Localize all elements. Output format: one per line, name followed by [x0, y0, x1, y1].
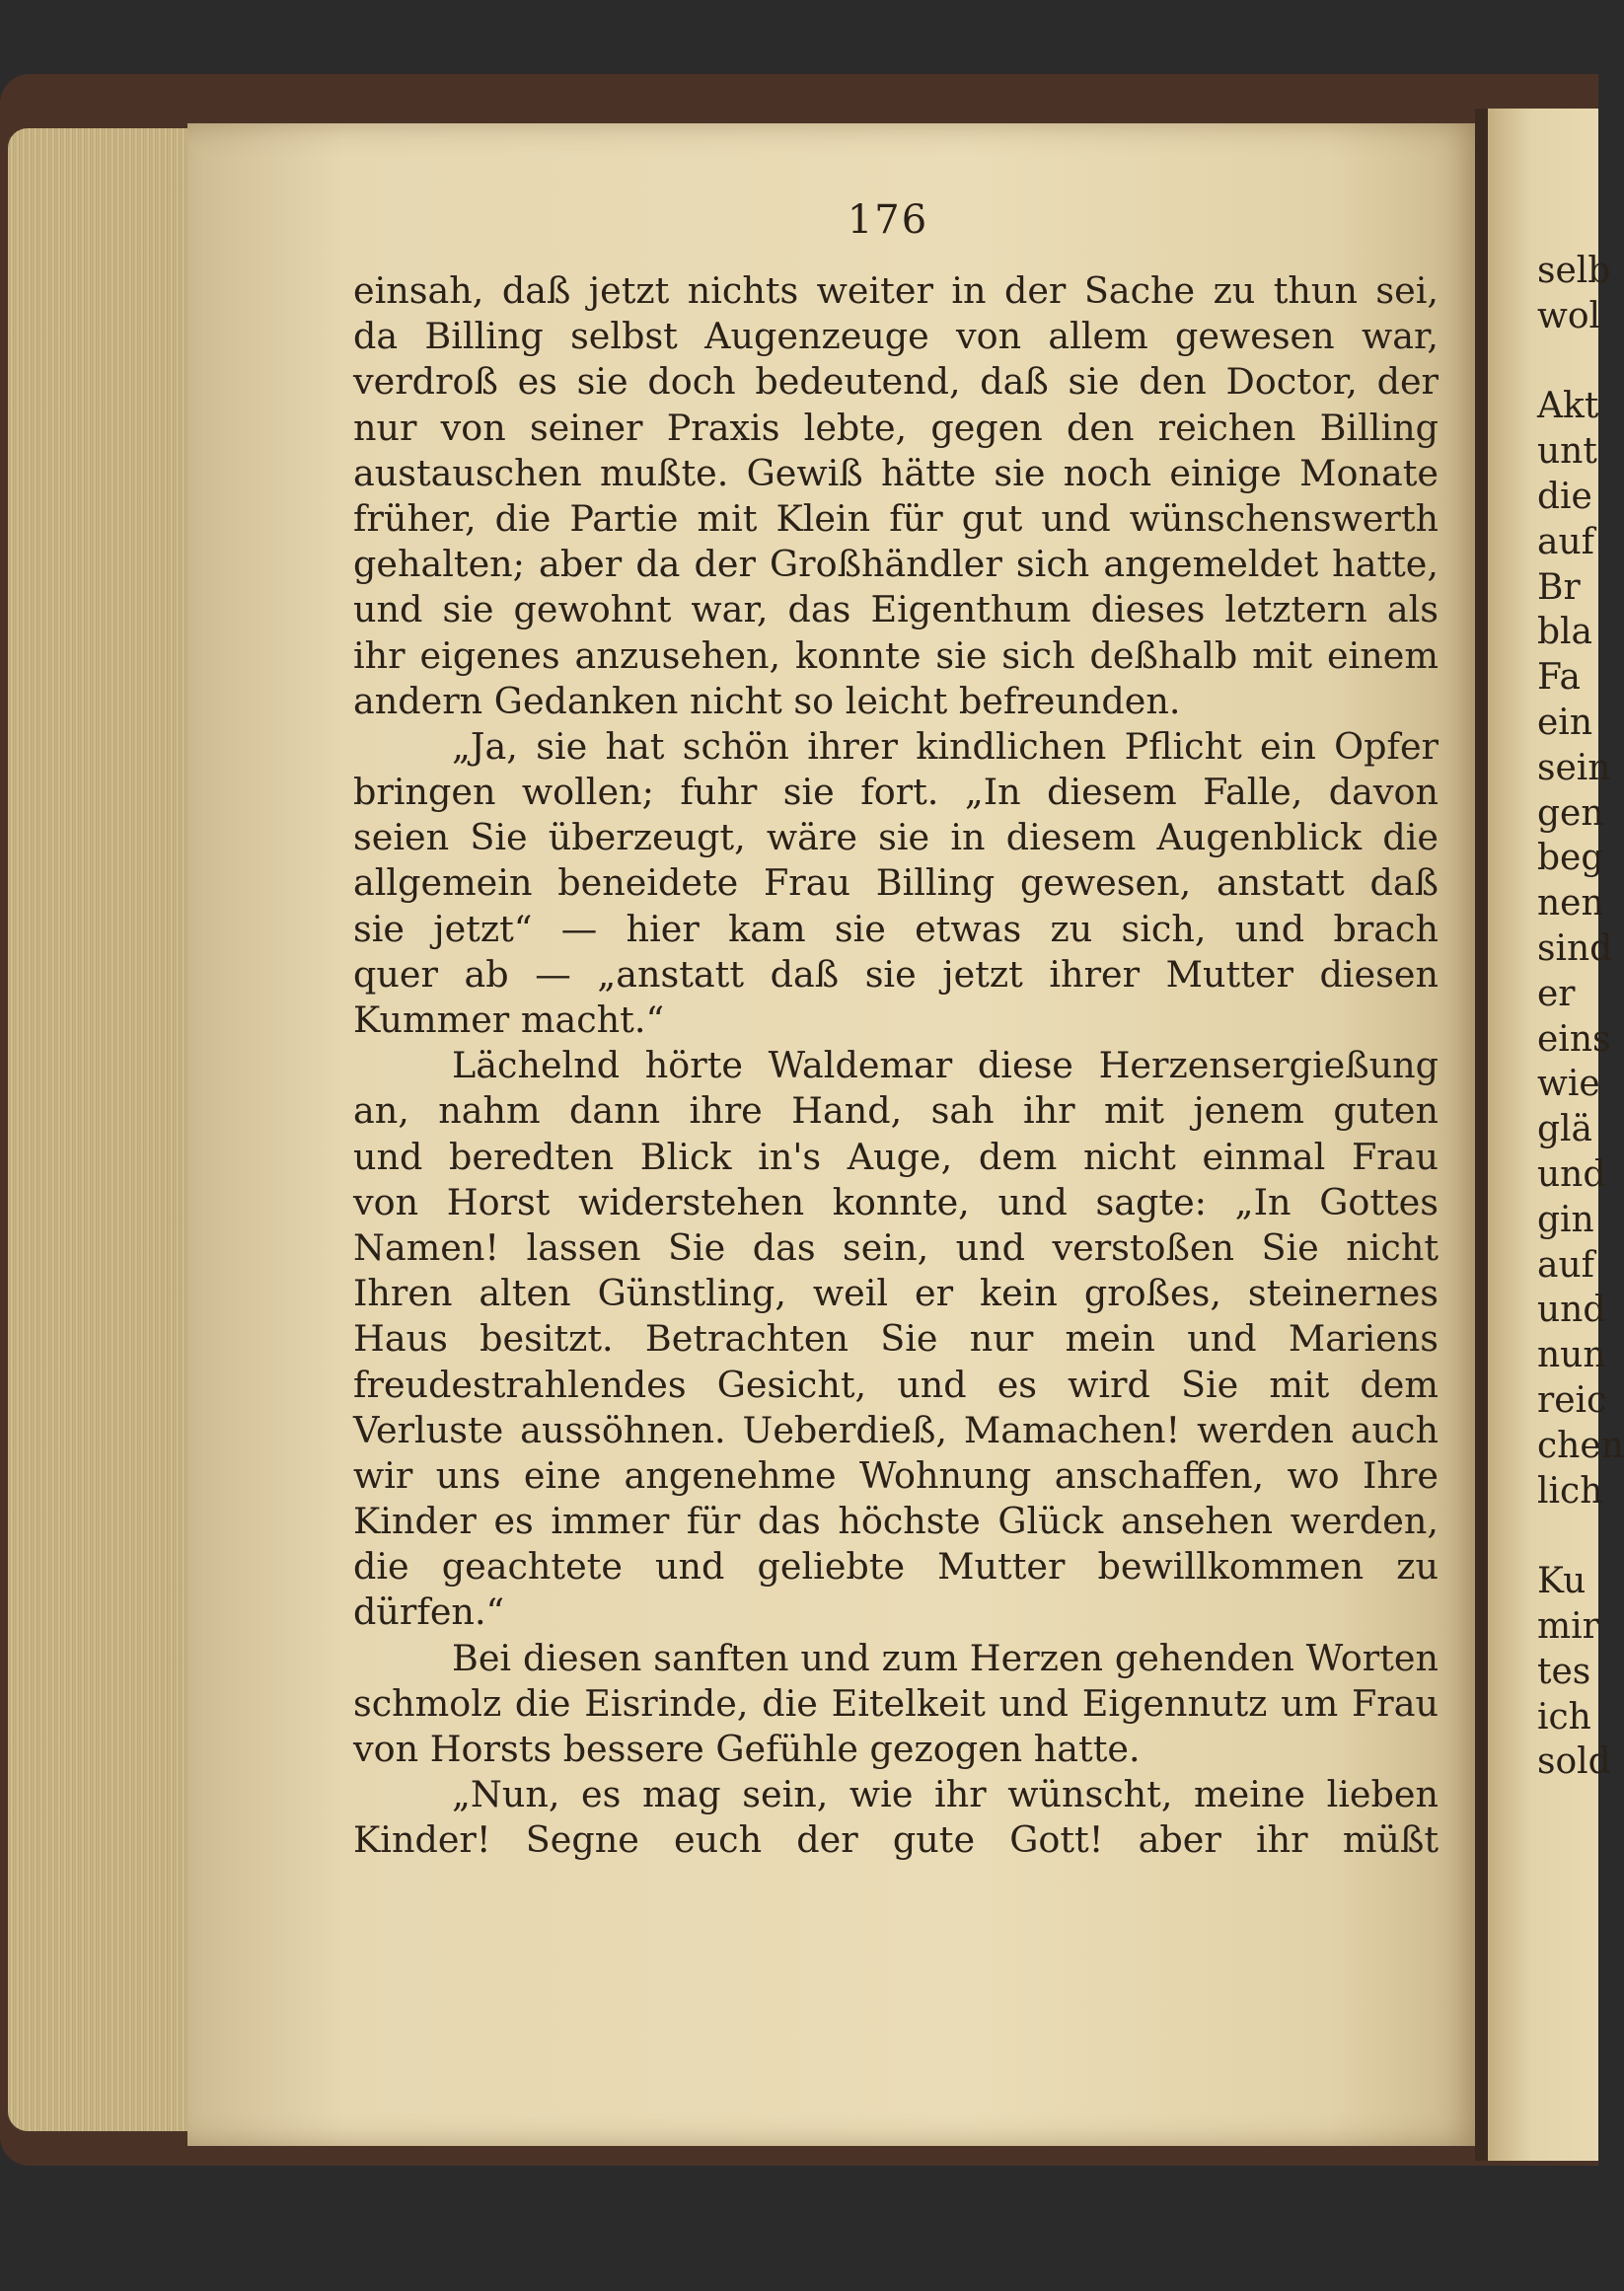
text-line: Lächelnd hörte Waldemar diese Herzensergießung: [452, 1044, 1439, 1087]
right-page-line: wol: [1537, 295, 1601, 336]
right-page-line: gin: [1537, 1199, 1594, 1240]
text-line: und beredten Blick in's Auge, dem nicht einmal Frau: [353, 1135, 1439, 1178]
text-line: Verluste aussöhnen. Ueberdieß, Mamachen! werden auch: [353, 1408, 1439, 1451]
text-line: wir uns eine angenehme Wohnung anschaffen, wo Ihre: [353, 1453, 1439, 1497]
text-line: einsah, daß jetzt nichts weiter in der Sache zu thun sei,: [353, 269, 1439, 312]
right-page-line: und: [1537, 1154, 1606, 1195]
right-page-line: wie: [1537, 1064, 1600, 1105]
text-line: quer ab — „anstatt daß sie jetzt ihrer Mutter diesen: [353, 952, 1439, 996]
right-page-line: lich: [1537, 1470, 1603, 1512]
text-line: Haus besitzt. Betrachten Sie nur mein und Mariens: [353, 1317, 1439, 1361]
text-line: „Nun, es mag sein, wie ihr wünscht, meine lieben: [452, 1773, 1439, 1816]
text-line: sie jetzt“ — hier kam sie etwas zu sich, und brach: [353, 907, 1439, 950]
text-line: da Billing selbst Augenzeuge von allem gewesen war,: [353, 315, 1439, 358]
text-line: Kinder es immer für das höchste Glück ansehen werden,: [353, 1500, 1439, 1543]
right-page-line: er: [1537, 973, 1576, 1014]
text-line: Namen! lassen Sie das sein, und verstoßen Sie nicht: [353, 1225, 1439, 1269]
text-line: austauschen mußte. Gewiß hätte sie noch einige Monate: [353, 451, 1439, 494]
text-block: [353, 268, 1439, 1864]
text-line: gehalten; aber da der Großhändler sich angemeldet hatte,: [353, 543, 1439, 586]
right-page-line: chen: [1537, 1425, 1624, 1466]
right-page-line: nun: [1537, 1335, 1606, 1376]
text-line: von Horsts bessere Gefühle gezogen hatte.: [353, 1728, 1141, 1770]
page-edges: [8, 128, 205, 2131]
right-page-line: reic: [1537, 1380, 1607, 1421]
right-page-line: beg: [1537, 838, 1604, 879]
text-line: ihr eigenes anzusehen, konnte sie sich deßhalb mit einem: [353, 633, 1439, 677]
right-page-line: ich: [1537, 1696, 1591, 1737]
right-page-line: und: [1537, 1290, 1606, 1331]
right-page-line: Fa: [1537, 657, 1581, 699]
right-page-line: selb: [1537, 251, 1611, 291]
text-line: Ihren alten Günstling, weil er kein großes, steinernes: [353, 1272, 1439, 1315]
text-line: Kinder! Segne euch der gute Gott! aber ihr müßt: [353, 1818, 1439, 1862]
right-page-line: unt: [1537, 431, 1597, 473]
right-page-line: Br: [1537, 566, 1581, 608]
text-line: an, nahm dann ihre Hand, sah ihr mit jenem guten: [353, 1089, 1439, 1133]
text-line: von Horst widerstehen konnte, und sagte: „In Gottes: [353, 1180, 1439, 1223]
text-line: allgemein beneidete Frau Billing gewesen, anstatt daß: [353, 861, 1439, 905]
text-line: bringen wollen; fuhr sie fort. „In diesem Falle, davon: [353, 771, 1439, 814]
right-page-line: Ku: [1537, 1561, 1587, 1602]
right-page-line: die: [1537, 477, 1592, 517]
right-page-line: Akt: [1537, 386, 1599, 427]
text-line: freudestrahlendes Gesicht, und es wird Sie mit dem: [353, 1363, 1439, 1406]
right-page-line: auf: [1537, 1244, 1594, 1286]
right-page-line: bla: [1537, 612, 1593, 653]
right-page-line: glä: [1537, 1109, 1593, 1150]
right-page-line: tes: [1537, 1651, 1591, 1692]
text-line: verdroß es sie doch bedeutend, daß sie den Doctor, der: [353, 360, 1439, 404]
right-page-line: sein: [1537, 747, 1611, 788]
page-number: 176: [847, 197, 929, 243]
text-line: Bei diesen sanften und zum Herzen gehenden Worten: [452, 1636, 1439, 1679]
right-page-line: eins: [1537, 1018, 1611, 1060]
text-line: früher, die Partie mit Klein für gut und wünschenswerth: [353, 496, 1439, 540]
right-page-line: auf: [1537, 521, 1594, 562]
right-page-line: ein: [1537, 702, 1593, 743]
text-line: „Ja, sie hat schön ihrer kindlichen Pflicht ein Opfer: [452, 724, 1439, 768]
right-page-line: gen: [1537, 792, 1604, 834]
right-page: [1488, 109, 1624, 2161]
text-line: seien Sie überzeugt, wäre sie in diesem Augenblick die: [353, 816, 1439, 859]
right-page-line: mir: [1537, 1606, 1599, 1647]
right-page-line: sind: [1537, 928, 1613, 969]
text-line: Kummer macht.“: [353, 998, 665, 1041]
text-line: nur von seiner Praxis lebte, gegen den reichen Billing: [353, 406, 1439, 449]
text-line: die geachtete und geliebte Mutter bewillkommen zu: [353, 1545, 1439, 1589]
right-page-line: sold: [1537, 1741, 1611, 1783]
right-page-line: nen: [1537, 883, 1604, 924]
text-line: dürfen.“: [353, 1590, 505, 1634]
text-line: andern Gedanken nicht so leicht befreunden.: [353, 679, 1181, 722]
text-line: und sie gewohnt war, das Eigenthum dieses letztern als: [353, 588, 1439, 631]
text-line: schmolz die Eisrinde, die Eitelkeit und Eigennutz um Frau: [353, 1681, 1439, 1725]
